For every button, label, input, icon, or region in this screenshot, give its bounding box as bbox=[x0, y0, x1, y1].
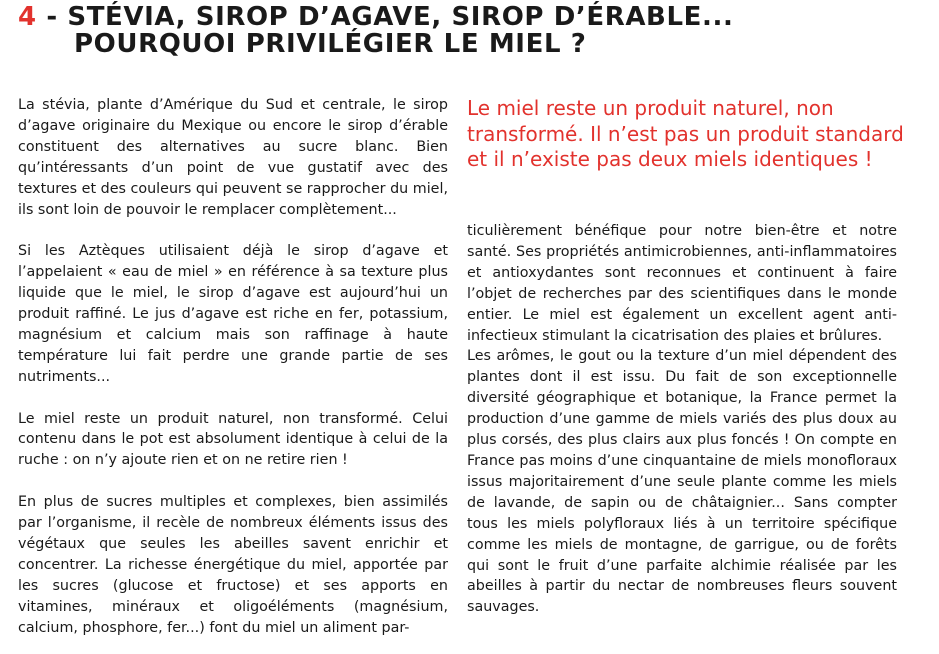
left-column bbox=[18, 95, 448, 639]
paragraph-natural-honey: Le miel reste un produit naturel, non transformé. Celui contenu dans le pot est absolument identique à celui de la ruche : on n’y ajoute rien et on ne retire rien ! bbox=[18, 410, 448, 469]
paragraph-sugars: En plus de sucres multiples et complexes, bien assimilés par l’organisme, il recèle de nombreux éléments issus des végétaux que seules les abeilles savent enrichir et concentrer. La richesse énergétique du miel, apportée par les sucres (glucose et fructose) et ses apports en vitamines, minéraux et oligoéléments (magnésium, calcium, phosphore, fer...) font du miel un aliment par- bbox=[18, 494, 448, 636]
paragraph-aromas: Les arômes, le gout ou la texture d’un miel dépendent des plantes dont il est issu. Du fait de son exceptionnelle diversité géographique et botanique, la France permet la production d’une gamme de miels variés des plus doux au plus corsés, des plus clairs aux plus foncés ! On compte en France pas moins d’une cinquantaine de miels monofloraux issus majoritairement d’une seule plante comme les miels de lavande, de sapin ou de châtaignier... Sans compter tous les miels polyfloraux liés à un territoire spécifique comme les miels de montagne, de garrigue, ou de forêts qui sont le fruit d’une parfaite alchimie réalisée par les abeilles à partir du nectar de nombreuses fleurs souvent sauvages. bbox=[467, 348, 897, 616]
right-column bbox=[467, 221, 897, 618]
paragraph-benefits: ticulièrement bénéfique pour notre bien-être et notre santé. Ses propriétés antimicrobiennes, anti-inflammatoires et antioxydantes sont reconnues et continuent à faire l’objet de recherches par des scientifiques dans le monde entier. Le miel est également un excellent agent anti-infectieux stimulant la cicatrisation des plaies et brûlures. bbox=[467, 223, 897, 344]
page-title bbox=[18, 4, 918, 58]
pull-quote: Le miel reste un produit naturel, non transformé. Il n’est pas un produit standard et il n’existe pas deux miels identiques ! bbox=[467, 96, 904, 171]
title-line-1: - STÉVIA, SIROP D’AGAVE, SIROP D’ÉRABLE... bbox=[36, 2, 734, 32]
paragraph-aztecs: Si les Aztèques utilisaient déjà le sirop d’agave et l’appelaient « eau de miel » en référence à sa texture plus liquide que le miel, le sirop d’agave est aujourd’hui un produit raffiné. Le jus d’agave est riche en fer, potassium, magnésium et calcium mais son raffinage à haute température lui fait perdre une grande partie de ses nutriments... bbox=[18, 243, 448, 385]
paragraph-stevia: La stévia, plante d’Amérique du Sud et centrale, le sirop d’agave originaire du Mexique ou encore le sirop d’érable constituent des alternatives au sucre blanc. Bien qu’intéressants d’un point de vue gustatif avec des textures et des couleurs qui peuvent se rapprocher du miel, ils sont loin de pouvoir le remplacer complètement... bbox=[18, 97, 448, 218]
title-line-2: POURQUOI PRIVILÉGIER LE MIEL ? bbox=[74, 29, 587, 59]
section-number: 4 bbox=[18, 2, 37, 32]
